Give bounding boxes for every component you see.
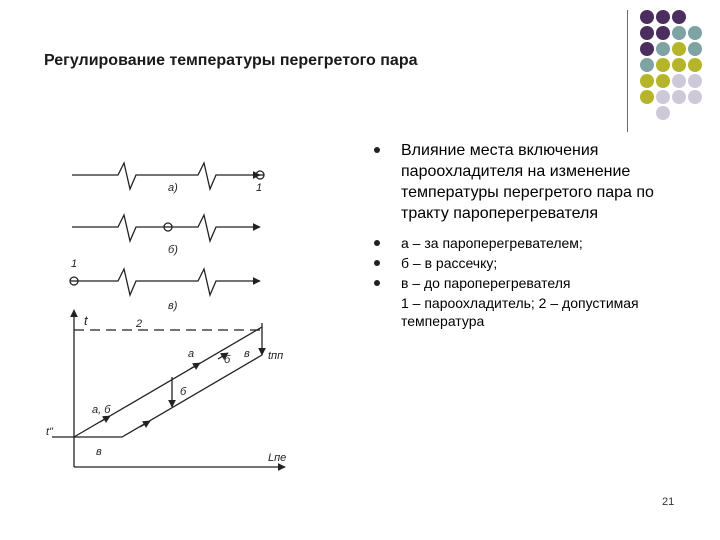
bullet-text: Влияние места включения пароохладителя на изменение температуры перегретого пара по тракту пароперегревателя bbox=[401, 142, 654, 222]
bullet-icon bbox=[374, 240, 380, 246]
bullet-list bbox=[370, 140, 670, 330]
graph-v-label: в bbox=[244, 348, 250, 360]
scheme-label-one: 1 bbox=[256, 182, 263, 194]
bullet-item bbox=[370, 253, 670, 273]
pipe-line-b bbox=[72, 215, 164, 241]
scheme-label-b: б) bbox=[168, 244, 178, 256]
bullet-text: б – в рассечку; bbox=[401, 255, 498, 271]
bullet-icon bbox=[374, 280, 380, 286]
scheme-label-a: а) bbox=[168, 182, 178, 194]
bullet-item bbox=[370, 273, 670, 293]
graph-lpp-label: Lпе bbox=[268, 452, 287, 464]
legend-note: 1 – пароохладитель; 2 – допустимая температура bbox=[401, 295, 639, 329]
scheme-label-v: в) bbox=[168, 300, 178, 312]
pipe-line-v bbox=[78, 269, 260, 295]
curve-v bbox=[74, 355, 262, 437]
bullet-text: а – за пароперегревателем; bbox=[401, 235, 583, 251]
graph-b2-label: б bbox=[180, 386, 187, 398]
graph-a-label: а bbox=[188, 348, 195, 360]
bullet-text: в – до пароперегревателя bbox=[401, 275, 571, 291]
page-number: 21 bbox=[662, 496, 675, 508]
bullet-icon bbox=[374, 147, 380, 153]
decor-divider bbox=[627, 10, 628, 132]
graph-two-label: 2 bbox=[136, 318, 143, 330]
graph-vmid-label: в bbox=[96, 446, 102, 458]
graph-t-label: t bbox=[84, 313, 88, 328]
slide-title: Регулирование температуры перегретого пара bbox=[44, 52, 418, 69]
bullet-item bbox=[370, 140, 670, 224]
technical-figure bbox=[40, 145, 340, 480]
graph-ab-label: а, б bbox=[92, 404, 111, 416]
graph-b-label: б bbox=[224, 354, 231, 366]
scheme-label-one: 1 bbox=[71, 258, 78, 270]
pipe-line-a bbox=[72, 163, 260, 189]
graph-tpp-label: tпп bbox=[268, 350, 284, 362]
graph-tprime-label: t" bbox=[46, 426, 53, 438]
bullet-icon bbox=[374, 260, 380, 266]
decor-dot-grid bbox=[632, 10, 712, 120]
bullet-item bbox=[370, 233, 670, 253]
